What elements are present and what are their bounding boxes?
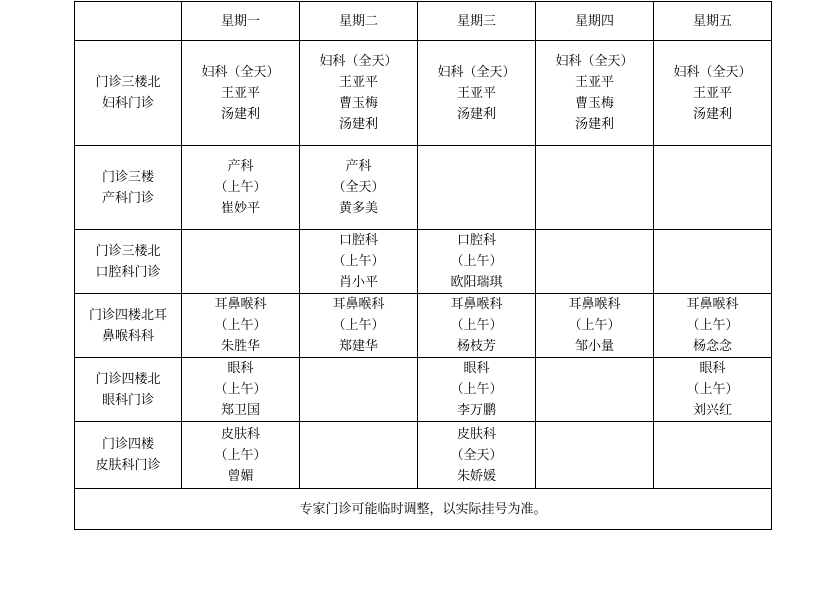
clinic-line: （上午） xyxy=(450,254,503,269)
clinic-cell-wed xyxy=(418,358,536,422)
footer-row xyxy=(75,489,772,530)
clinic-cell-mon xyxy=(182,146,300,230)
clinic-line: 妇科（全天） xyxy=(555,54,634,69)
clinic-line: （上午） xyxy=(332,318,385,333)
department-line: 鼻喉科科 xyxy=(101,328,154,344)
department-line: 妇科门诊 xyxy=(101,96,154,111)
clinic-cell-fri xyxy=(654,146,772,230)
clinic-line: （上午） xyxy=(214,318,267,333)
day-header-mon: 星期一 xyxy=(182,2,300,41)
clinic-line: 王亚平 xyxy=(338,75,378,90)
department-line: 口腔科门诊 xyxy=(95,264,161,280)
clinic-cell-fri xyxy=(654,358,772,422)
clinic-cell-thu xyxy=(536,146,654,230)
clinic-cell-thu xyxy=(536,358,654,422)
clinic-cell-tue xyxy=(300,358,418,422)
clinic-line: 耳鼻喉科 xyxy=(450,297,503,312)
department-line: 门诊三楼北 xyxy=(95,243,161,259)
department-line: 皮肤科门诊 xyxy=(95,458,161,473)
clinic-line: 朱娇媛 xyxy=(456,468,496,484)
clinic-line: 妇科（全天） xyxy=(319,54,398,69)
adjustment-note: 专家门诊可能临时调整，以实际挂号为准。 xyxy=(75,489,772,530)
clinic-line: 曹玉梅 xyxy=(338,96,378,111)
department-line: 门诊四楼北耳 xyxy=(88,307,167,323)
clinic-line: 妇科（全天） xyxy=(673,64,752,80)
clinic-line: （上午） xyxy=(214,382,267,397)
schedule-row xyxy=(75,41,772,146)
clinic-cell-mon xyxy=(182,230,300,294)
clinic-line: 肖小平 xyxy=(338,275,378,290)
clinic-line: （上午） xyxy=(214,180,267,195)
expert-clinic-schedule-table xyxy=(74,1,772,530)
schedule-row xyxy=(75,230,772,294)
schedule-row xyxy=(75,422,772,489)
clinic-cell-wed xyxy=(418,422,536,489)
clinic-cell-tue xyxy=(300,146,418,230)
clinic-line: 王亚平 xyxy=(692,85,732,101)
clinic-cell-mon xyxy=(182,358,300,422)
day-header-thu: 星期四 xyxy=(536,2,654,41)
clinic-line: 眼科 xyxy=(699,361,726,376)
clinic-line: 耳鼻喉科 xyxy=(214,297,267,312)
clinic-line: 耳鼻喉科 xyxy=(332,297,385,312)
clinic-line: 眼科 xyxy=(227,361,254,376)
day-header-tue: 星期二 xyxy=(300,2,418,41)
clinic-line: 郑卫国 xyxy=(220,403,260,418)
clinic-cell-wed xyxy=(418,230,536,294)
clinic-line: （上午） xyxy=(568,318,621,333)
clinic-line: 口腔科 xyxy=(338,233,378,248)
schedule-row xyxy=(75,358,772,422)
clinic-line: 汤建利 xyxy=(456,106,496,122)
clinic-line: 产科 xyxy=(227,159,254,174)
clinic-line: （上午） xyxy=(686,318,739,333)
clinic-cell-fri xyxy=(654,294,772,358)
department-line: 眼科门诊 xyxy=(101,392,154,408)
clinic-line: 皮肤科 xyxy=(220,426,260,442)
clinic-line: 崔妙平 xyxy=(220,201,260,216)
clinic-line: 刘兴红 xyxy=(692,403,732,418)
clinic-cell-fri xyxy=(654,422,772,489)
department-cell xyxy=(75,358,182,422)
clinic-cell-wed xyxy=(418,146,536,230)
department-cell xyxy=(75,230,182,294)
clinic-line: 李万鹏 xyxy=(456,403,496,418)
department-cell xyxy=(75,41,182,146)
corner-cell xyxy=(75,2,182,41)
clinic-cell-wed xyxy=(418,41,536,146)
schedule-row xyxy=(75,294,772,358)
schedule-row xyxy=(75,146,772,230)
clinic-line: 妇科（全天） xyxy=(201,64,280,80)
clinic-cell-fri xyxy=(654,41,772,146)
clinic-line: 耳鼻喉科 xyxy=(568,297,621,312)
clinic-line: 朱胜华 xyxy=(220,339,260,354)
department-line: 产科门诊 xyxy=(101,190,154,206)
department-line: 门诊四楼 xyxy=(101,437,154,452)
clinic-cell-tue xyxy=(300,294,418,358)
clinic-line: 黄多美 xyxy=(338,201,378,216)
clinic-line: （全天） xyxy=(450,447,503,463)
clinic-line: （上午） xyxy=(450,318,503,333)
day-header-fri: 星期五 xyxy=(654,2,772,41)
clinic-line: 皮肤科 xyxy=(456,426,496,442)
clinic-line: 产科 xyxy=(345,159,372,174)
clinic-cell-thu xyxy=(536,422,654,489)
department-cell xyxy=(75,146,182,230)
clinic-line: 王亚平 xyxy=(456,85,496,101)
clinic-cell-tue xyxy=(300,230,418,294)
clinic-cell-mon xyxy=(182,422,300,489)
clinic-cell-mon xyxy=(182,41,300,146)
clinic-line: 汤建利 xyxy=(574,117,614,132)
clinic-line: （上午） xyxy=(214,447,267,463)
header-row xyxy=(75,2,772,41)
clinic-line: 杨枝芳 xyxy=(456,339,496,354)
department-line: 门诊三楼北 xyxy=(95,75,161,90)
clinic-line: 汤建利 xyxy=(220,106,260,122)
clinic-line: 曹玉梅 xyxy=(574,96,614,111)
clinic-line: 汤建利 xyxy=(692,106,732,122)
clinic-line: 耳鼻喉科 xyxy=(686,297,739,312)
clinic-line: 郑建华 xyxy=(338,339,378,354)
clinic-line: （上午） xyxy=(686,382,739,397)
clinic-cell-tue xyxy=(300,422,418,489)
clinic-line: 杨念念 xyxy=(692,339,732,354)
department-line: 门诊三楼 xyxy=(101,169,154,185)
clinic-line: 曾媚 xyxy=(227,468,254,484)
clinic-cell-wed xyxy=(418,294,536,358)
clinic-line: （全天） xyxy=(332,180,385,195)
clinic-line: 欧阳瑞琪 xyxy=(450,275,503,290)
department-cell xyxy=(75,294,182,358)
clinic-line: 王亚平 xyxy=(220,85,260,101)
department-cell xyxy=(75,422,182,489)
clinic-line: 眼科 xyxy=(463,361,490,376)
clinic-cell-thu xyxy=(536,294,654,358)
clinic-cell-thu xyxy=(536,230,654,294)
clinic-line: 妇科（全天） xyxy=(437,64,516,80)
clinic-line: 邹小量 xyxy=(574,339,614,354)
clinic-line: 王亚平 xyxy=(574,75,614,90)
clinic-line: 汤建利 xyxy=(338,117,378,132)
clinic-cell-fri xyxy=(654,230,772,294)
clinic-cell-tue xyxy=(300,41,418,146)
clinic-cell-thu xyxy=(536,41,654,146)
clinic-cell-mon xyxy=(182,294,300,358)
day-header-wed: 星期三 xyxy=(418,2,536,41)
department-line: 门诊四楼北 xyxy=(95,371,161,387)
clinic-line: （上午） xyxy=(332,254,385,269)
clinic-line: （上午） xyxy=(450,382,503,397)
clinic-line: 口腔科 xyxy=(456,233,496,248)
